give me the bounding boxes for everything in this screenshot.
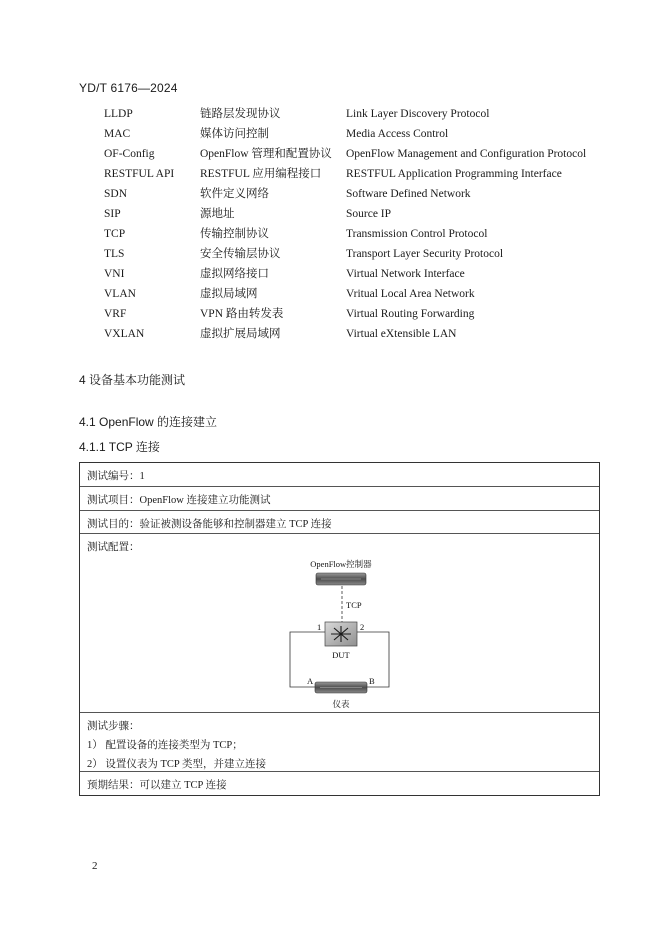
test-expected-row [80,772,599,795]
instrument-device-icon [315,682,367,693]
test-case-table [79,462,600,796]
test-topology-diagram [80,534,599,712]
instrument-label: 仪表 [332,699,350,709]
document-header: YD/T 6176—2024 [79,81,178,95]
test-config-row [80,534,599,713]
test-config-label: 测试配置： [87,542,140,553]
test-expected-result: 预期结果：可以建立 TCP 连接 [87,780,227,791]
test-step-1: 1） 配置设备的连接类型为 TCP； [87,740,243,751]
test-step-2: 2） 设置仪表为 TCP 类型，并建立连接 [87,759,266,770]
test-item: 测试项目：OpenFlow 连接建立功能测试 [87,495,271,506]
test-steps-label: 测试步骤： [87,721,140,732]
tcp-link-label: TCP [346,600,362,610]
test-purpose-row [80,511,599,534]
test-number-row [80,463,599,487]
port-2-label: 2 [360,622,365,632]
test-number: 测试编号：1 [87,471,145,482]
port-1-label: 1 [317,622,322,632]
port-A-label: A [307,676,314,686]
controller-label: OpenFlow控制器 [310,559,372,569]
test-purpose: 测试目的：验证被测设备能够和控制器建立 TCP 连接 [87,519,332,530]
test-steps-row [80,713,599,772]
test-item-row [80,487,599,511]
section-heading-4-1-1: 4.1.1 TCP 连接 [79,440,160,454]
port-B-label: B [369,676,375,686]
page-number: 2 [92,860,98,872]
dut-label: DUT [332,650,350,660]
section-heading-4-1: 4.1 OpenFlow 的连接建立 [79,415,218,429]
dut-switch-icon [325,622,357,646]
controller-device-icon [316,573,366,585]
section-heading-4: 4 设备基本功能测试 [79,373,186,387]
